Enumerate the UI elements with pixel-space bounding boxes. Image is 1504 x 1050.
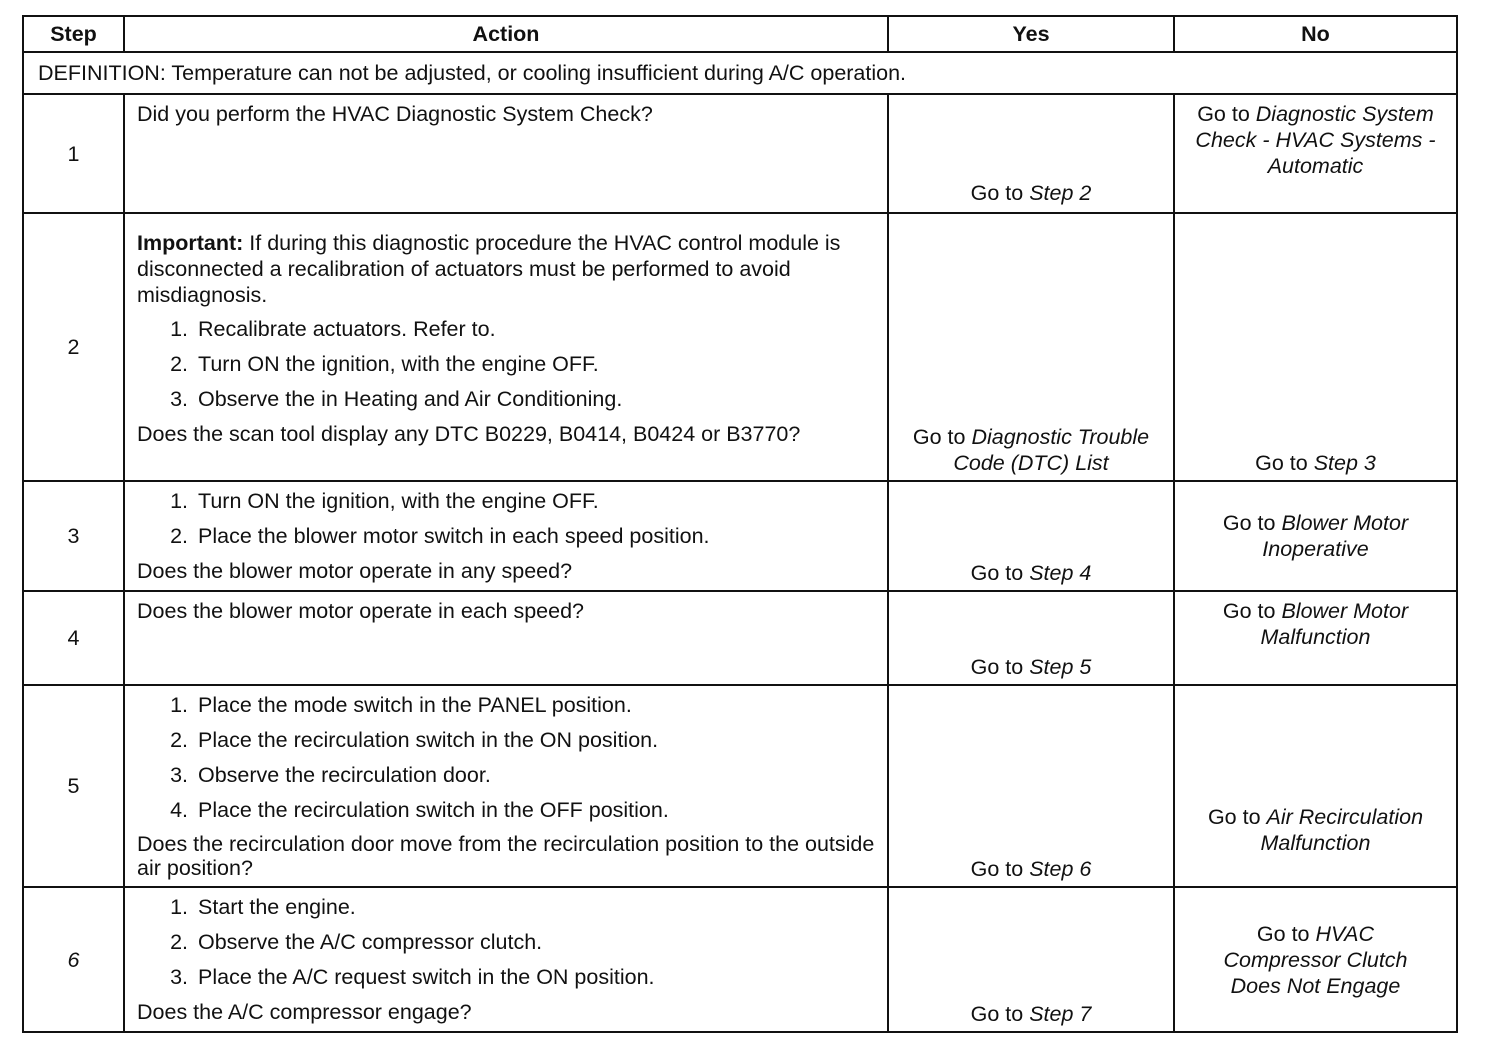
step-number: 3: [23, 481, 124, 591]
table-row: [23, 213, 1457, 481]
header-step: Step: [23, 16, 124, 52]
go-to-label: Go to: [970, 181, 1024, 205]
list-item: 2. Place the recirculation switch in the ON position.: [194, 723, 875, 758]
diagnostic-table: [22, 15, 1458, 1033]
question-text: Does the recirculation door move from the recirculation position to the outside air position?: [137, 832, 875, 880]
table-row: [23, 685, 1457, 887]
go-to-label: Go to: [970, 857, 1024, 881]
go-to-label: Go to: [1222, 511, 1276, 535]
list-item: 3. Place the A/C request switch in the ON position.: [194, 960, 875, 995]
definition-text: DEFINITION: Temperature can not be adjusted, or cooling insufficient during A/C operation.: [23, 52, 1457, 94]
no-cell: [1174, 94, 1457, 213]
go-to-label: Go to: [1256, 921, 1310, 946]
procedure-list: [137, 484, 875, 554]
list-item: 2. Place the blower motor switch in each speed position.: [194, 519, 875, 554]
list-item: 2. Observe the A/C compressor clutch.: [194, 925, 875, 960]
no-target-link[interactable]: Step 3: [1313, 451, 1376, 475]
procedure-list: [137, 890, 875, 995]
go-to-label: Go to: [970, 1002, 1024, 1026]
no-target-link[interactable]: HVAC Compressor Clutch Does Not Engage: [1223, 921, 1408, 998]
action-cell: [124, 481, 888, 591]
step-number: 4: [23, 591, 124, 685]
yes-target-link[interactable]: Step 5: [1029, 655, 1092, 679]
procedure-list: [137, 688, 875, 828]
no-target-link[interactable]: Blower Motor Malfunction: [1260, 599, 1409, 649]
header-action: Action: [124, 16, 888, 52]
go-to-label: Go to: [1207, 805, 1261, 829]
step-number: 1: [23, 94, 124, 213]
list-item: 1. Turn ON the ignition, with the engine OFF.: [194, 484, 875, 519]
list-item: 1. Place the mode switch in the PANEL position.: [194, 688, 875, 723]
yes-target-link[interactable]: Step 7: [1029, 1002, 1092, 1026]
no-cell: [1174, 887, 1457, 1032]
action-cell: [124, 94, 888, 213]
yes-cell: [888, 94, 1174, 213]
question-text: Does the scan tool display any DTC B0229, B0414, B0424 or B3770?: [137, 422, 801, 446]
go-to-label: Go to: [1222, 599, 1276, 623]
yes-cell: [888, 591, 1174, 685]
step-number: 5: [23, 685, 124, 887]
no-cell: [1174, 591, 1457, 685]
go-to-label: Go to: [1255, 451, 1308, 475]
table-row: [23, 94, 1457, 213]
step-number: 2: [23, 213, 124, 481]
yes-target-link[interactable]: Step 2: [1029, 181, 1092, 205]
go-to-label: Go to: [970, 561, 1024, 585]
question-text: Does the A/C compressor engage?: [137, 1000, 472, 1024]
list-item: 3. Observe the recirculation door.: [194, 758, 875, 793]
go-to-label: Go to: [912, 425, 966, 449]
no-cell: [1174, 213, 1457, 481]
header-yes: Yes: [888, 16, 1174, 52]
list-item: 2. Turn ON the ignition, with the engine OFF.: [194, 347, 875, 382]
important-note: [137, 230, 875, 308]
no-target-link[interactable]: Air Recirculation Malfunction: [1260, 805, 1424, 855]
table-row: [23, 481, 1457, 591]
header-no: No: [1174, 16, 1457, 52]
yes-cell: [888, 213, 1174, 481]
list-item: 4. Place the recirculation switch in the OFF position.: [194, 793, 875, 828]
question-text: Did you perform the HVAC Diagnostic System Check?: [137, 102, 653, 126]
definition-row: [23, 52, 1457, 94]
go-to-label: Go to: [970, 655, 1024, 679]
list-item: 3. Observe the in Heating and Air Conditioning.: [194, 382, 875, 417]
yes-target-link[interactable]: Step 6: [1029, 857, 1092, 881]
action-cell: [124, 887, 888, 1032]
important-text: If during this diagnostic procedure the HVAC control module is disconnected a recalibration of actuators must be performed to avoid misdiagnosis.: [137, 231, 841, 307]
table-row: [23, 591, 1457, 685]
header-row: [23, 16, 1457, 52]
no-target-link[interactable]: Blower Motor Inoperative: [1262, 511, 1409, 561]
yes-cell: [888, 481, 1174, 591]
yes-target-link[interactable]: Step 4: [1029, 561, 1092, 585]
table-row: [23, 887, 1457, 1032]
action-cell: [124, 685, 888, 887]
no-target-link[interactable]: Diagnostic System Check - HVAC Systems - Automatic: [1195, 102, 1436, 178]
important-label: Important:: [137, 231, 244, 255]
action-cell: [124, 213, 888, 481]
question-text: Does the blower motor operate in each speed?: [137, 599, 584, 623]
no-cell: [1174, 685, 1457, 887]
no-cell: [1174, 481, 1457, 591]
yes-target-link[interactable]: Diagnostic Trouble Code (DTC) List: [953, 425, 1150, 475]
go-to-label: Go to: [1197, 102, 1250, 126]
list-item: 1. Start the engine.: [194, 890, 875, 925]
list-item: 1. Recalibrate actuators. Refer to.: [194, 312, 875, 347]
question-text: Does the blower motor operate in any speed?: [137, 559, 573, 583]
step-number: 6: [23, 887, 124, 1032]
yes-cell: [888, 887, 1174, 1032]
procedure-list: [137, 312, 875, 417]
yes-cell: [888, 685, 1174, 887]
action-cell: [124, 591, 888, 685]
